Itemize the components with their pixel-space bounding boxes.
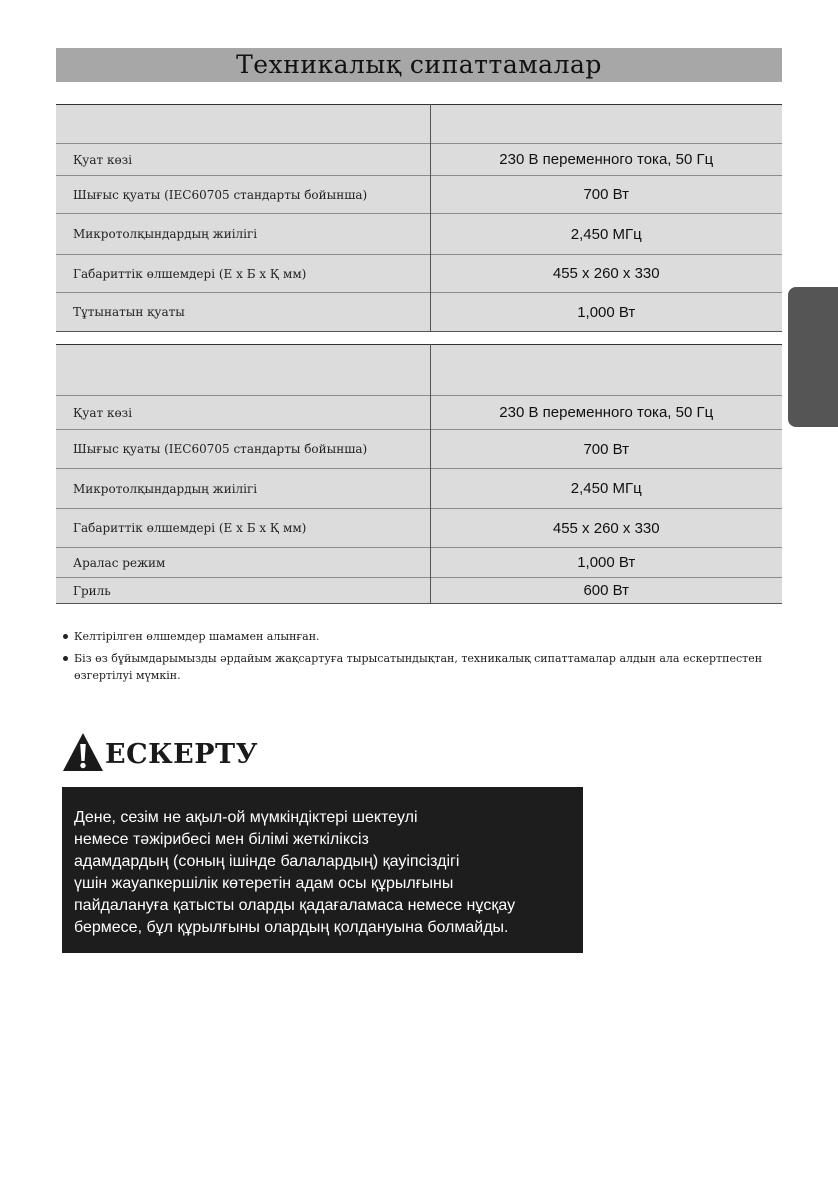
- table-row: [56, 430, 782, 469]
- row-value: 2,450 МГц: [430, 214, 782, 255]
- row-label: Қуат көзі: [56, 396, 430, 430]
- row-label: Тұтынатын қуаты: [56, 293, 430, 332]
- warning-box: [62, 787, 583, 953]
- table-row: [56, 396, 782, 430]
- spec-table-1: [56, 104, 782, 332]
- row-value: 455 x 260 x 330: [430, 255, 782, 293]
- warning-text-line: бермесе, бұл құрылғыны олардың қолдануына болмайды.: [74, 919, 509, 936]
- table-row: [56, 176, 782, 214]
- row-value: 600 Вт: [430, 578, 782, 604]
- table-row: [56, 469, 782, 509]
- row-label: Микротолқындардың жиілігі: [56, 214, 430, 255]
- table-row: [56, 578, 782, 604]
- row-value: 1,000 Вт: [430, 293, 782, 332]
- row-label: Аралас режим: [56, 548, 430, 578]
- table-row: [56, 509, 782, 548]
- row-value: 455 x 260 x 330: [430, 509, 782, 548]
- warning-text-line: пайдалануға қатысты оларды қадағаламаса немесе нұсқау: [74, 897, 516, 914]
- table-row: [56, 255, 782, 293]
- table-header-cell: [56, 105, 430, 144]
- table-row: [56, 214, 782, 255]
- row-label: Габариттік өлшемдері (Е x Б x Қ мм): [56, 255, 430, 293]
- table-header-row: [56, 345, 782, 396]
- row-value: 230 В переменного тока, 50 Гц: [430, 396, 782, 430]
- side-language-tab: [788, 287, 838, 427]
- row-label: Микротолқындардың жиілігі: [56, 469, 430, 509]
- warning-heading: [62, 731, 362, 775]
- warning-text-line: Дене, сезім не ақыл-ой мүмкіндіктері шектеулі: [74, 809, 418, 826]
- warning-text-line: немесе тәжірибесі мен білімі жеткіліксіз: [74, 831, 369, 848]
- page-title: Техникалық сипаттамалар: [236, 50, 602, 79]
- row-label: Габариттік өлшемдері (Е x Б x Қ мм): [56, 509, 430, 548]
- row-value: 700 Вт: [430, 176, 782, 214]
- row-label: Қуат көзі: [56, 144, 430, 176]
- table-row: [56, 293, 782, 332]
- row-value: 1,000 Вт: [430, 548, 782, 578]
- warning-text-line: адамдардың (соның ішінде балалардың) қауіпсіздігі: [74, 853, 460, 870]
- table-row: [56, 144, 782, 176]
- warning-text-line: үшін жауапкершілік көтеретін адам осы құрылғыны: [74, 875, 454, 892]
- table-header-cell: [430, 345, 782, 396]
- table-row: [56, 548, 782, 578]
- spec-table-2: [56, 344, 782, 604]
- table-header-row: [56, 105, 782, 144]
- table-header-cell: [430, 105, 782, 144]
- row-label: Шығыс қуаты (IEC60705 стандарты бойынша): [56, 176, 430, 214]
- note-item: Келтірілген өлшемдер шамамен алынған.: [62, 628, 774, 645]
- row-label: Шығыс қуаты (IEC60705 стандарты бойынша): [56, 430, 430, 469]
- row-value: 700 Вт: [430, 430, 782, 469]
- table-header-cell: [56, 345, 430, 396]
- row-label: Гриль: [56, 578, 430, 604]
- warning-title: ЕСКЕРТУ: [105, 739, 259, 770]
- page-title-bar: [56, 48, 782, 82]
- row-value: 2,450 МГц: [430, 469, 782, 509]
- row-value: 230 В переменного тока, 50 Гц: [430, 144, 782, 176]
- warning-triangle-icon: [62, 731, 104, 773]
- notes-list: [62, 628, 774, 689]
- note-item: Біз өз бұйымдарымызды әрдайым жақсартуға тырысатындықтан, техникалық сипаттамалар алдын ала ескертпестен өзгертілуі мүмкін.: [62, 650, 774, 684]
